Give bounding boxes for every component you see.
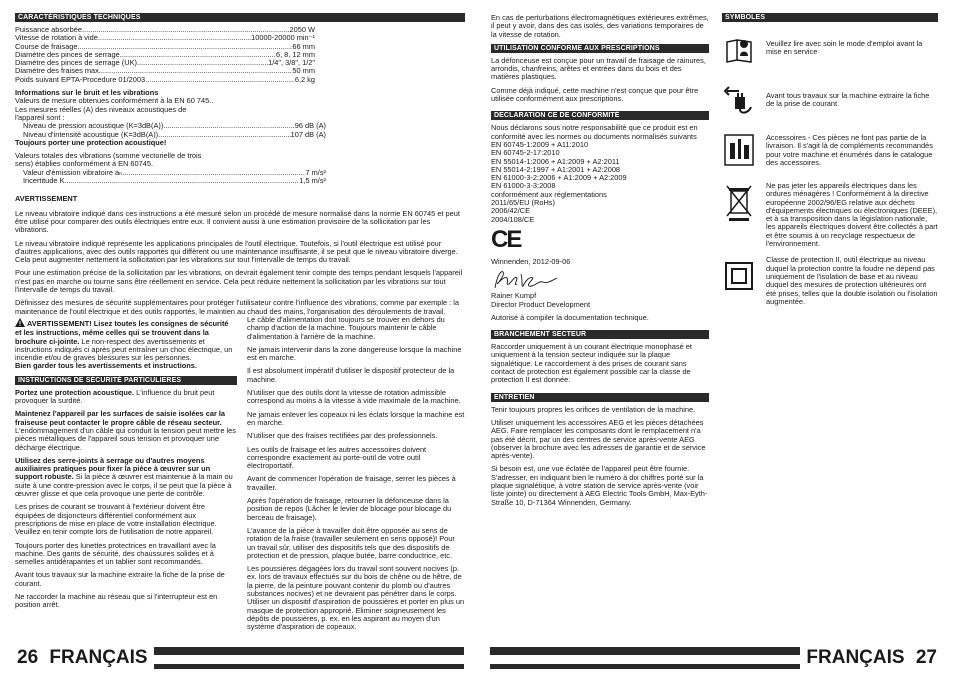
right-page-col-2: [722, 13, 938, 316]
left-page-col-2: [247, 316, 465, 637]
authorized-text: Autorisé à compiler la documentation technique.: [491, 312, 649, 322]
spec-row: Diamètre des pinces de serrage (UK) ..... 1/4", 3/8", 1/2": [15, 59, 315, 67]
declaration-line: conformément aux réglementations: [491, 189, 607, 199]
avert-paragraph: Pour une estimation précise de la sollicitation par les vibrations, on devrait également tenir compte des temps pendant lesquels l'appareil n'est pas en marche ou tourne sans être réellement en service. Cela peut réduire nettement la sollicitation par les vibrations sur tout l'intervalle de temps du travail.: [15, 268, 463, 295]
safety-item: L'avance de la pièce à travailler doit être opposée au sens de rotation de la fraise (travailler seulement en sens opposé)! Pour un travail sûr, utiliser des dispositifs tels que des dispositifs de protection et de pression, plaque butée, barre conductrice, etc.: [247, 525, 455, 560]
declaration-line: EN 61000-3-2:2006 + A1:2009 + A2:2009: [491, 173, 627, 183]
safety-item: Avant de commencer l'opération de fraisage, serrer les pièces à travailler.: [247, 474, 456, 492]
spec-row: Diamètre des fraises max. ..... 50 mm: [15, 67, 315, 75]
emc-text: En cas de perturbations électromagnétiques extérieures extrêmes, il peut y avoir, dans des cas isolés, des variations temporaires de la vitesse de rotation.: [491, 13, 709, 39]
noise-title: Informations sur le bruit et les vibrations: [15, 88, 159, 98]
spec-row: Course de fraisage ..... 66 mm: [15, 43, 315, 51]
symbol-entry: [722, 180, 938, 248]
declaration-line: 2011/65/EU (RoHs): [491, 198, 555, 208]
symbol-entry: [722, 130, 938, 170]
usage-paragraph: La défonceuse est conçue pour un travail de fraisage de rainures, arrondis, chanfreins, arêtes et entrées dans du bois et des matières plastiques.: [491, 55, 706, 82]
symbols-header: SYMBOLES: [722, 13, 938, 22]
noise-line: Les mesures réelles (A) des niveaux acoustiques de: [15, 104, 187, 114]
symbol-entry: [722, 80, 938, 120]
vib-line: sens) établies conformément à EN 60745.: [15, 159, 154, 169]
left-page-col-1: [15, 318, 237, 615]
maintenance-paragraph: Utiliser uniquement les accessoires AEG et les pièces détachées AEG. Faire remplacer les composants dont le remplacement n'a pas été décrit, par un des centres de service après-vente AEG (observer la brochure avec les adresses de garantie et de service après-vente).: [491, 417, 706, 461]
specs-list: [15, 26, 315, 84]
safety-item: Avant tous travaux sur la machine extraire la fiche de la prise de courant.: [15, 570, 225, 588]
signature: [491, 266, 709, 292]
right-page-footer: [490, 647, 937, 669]
safety-item: Ne raccorder la machine au réseau que si l'interrupteur est en position arrêt.: [15, 592, 218, 610]
noise-line: l'appareil sont :: [15, 112, 65, 122]
usage-paragraph: Comme déjà indiqué, cette machine n'est conçue que pour être utilisée conformément aux prescriptions.: [491, 85, 699, 104]
declaration-header: DECLARATION CE DE CONFORMITÉ: [491, 111, 709, 120]
safety-header: INSTRUCTIONS DE SÉCURITÉ PARTICULIERES: [15, 376, 237, 385]
page-label-left: [17, 647, 154, 669]
safety-item: Les poussières dégagées lors du travail sont souvent nocives (p. ex. lors de travaux effectués sur du bois de chêne ou de hêtre, de la pierre, de la peinture pouvant contenir du plomb ou d'autres substances nocives) et ne devraient pas pénétrer dans le corps. Utiliser un dispositif d'aspiration de poussières et porter en plus un masque de protection approprié. Eliminer soigneusement les dépôts de poussières, p. ex. en les aspirant au moyen d'un système d'aspiration de copeaux.: [247, 564, 465, 632]
symbol-entry: [722, 256, 938, 306]
signer-name: Rainer Kumpf: [491, 291, 537, 301]
symbol-entry: [722, 30, 938, 70]
page-language: FRANÇAIS: [806, 647, 905, 668]
declaration-line: EN 61000-3-3:2008: [491, 181, 556, 191]
declaration-line: EN 55014-1:2006 + A1:2009 + A2:2011: [491, 156, 620, 166]
noise-row: Niveau d'intensité acoustique (K=3dB(A)) ..... 107 dB (A): [15, 131, 326, 139]
safety-item: Ne jamais enlever les copeaux ni les éclats lorsque la machine est en marche.: [247, 409, 465, 427]
declaration-line: 2004/108/CE: [491, 214, 535, 224]
declaration-line: EN 55014-2:1997 + A1:2001 + A2:2008: [491, 164, 621, 174]
safety-item: Ne jamais intervenir dans la zone dangereuse lorsque la machine est en marche.: [247, 344, 462, 363]
accessories-icon: [722, 130, 756, 170]
mains-header: BRANCHEMENT SECTEUR: [491, 330, 709, 339]
noise-line: Valeurs de mesure obtenues conformément à la EN 60 745..: [15, 96, 214, 106]
safety-item: Les prises de courant se trouvant à l'extérieur doivent être équipées de disjoncteurs différentiel conformément aux prescriptions de mise en place de votre installation électrique. Veuillez en tenir compte lors de l'utilisation de notre appareil.: [15, 502, 217, 537]
safety-item: Maintenez l'appareil par les surfaces de saisie isolées car la fraiseuse peut contacter le propre câble de réseau secteur. L'endommagement d'un câble qui conduit la tension peut mettre les pièces métalliques de l'appareil sous tension et provoquer une décharge électrique.: [15, 409, 236, 452]
class-ii-icon: [722, 256, 756, 296]
spec-row: Vitesse de rotation à vide ..... 10000-20000 min⁻¹: [15, 34, 315, 42]
avert-paragraph: Définissez des mesures de sécurité supplémentaires pour protéger l'utilisateur contre l'influence des vibrations, comme par exemple : la maintenance de l'outil électrique et des outils rapportés, le maintien au chaud des mains, l'organisation des déroulements de travail.: [15, 298, 460, 316]
maintenance-paragraph: Si besoin est, une vue éclatée de l'appareil peut être fournie. S'adresser, en indiquant bien le numéro à dix chiffres porté sur la plaque signalétique, à votre station de service après-vente (voir liste jointe) ou directement à AEG Electric Tools GmbH, Max-Eyth-Straße 10, D-71364 Winnenden, Germany.: [491, 464, 708, 507]
usage-header: UTILISATION CONFORME AUX PRESCRIPTIONS: [491, 44, 709, 53]
read-manual-icon: [722, 30, 756, 70]
declaration-list: [491, 141, 709, 224]
ce-mark-icon: CE: [491, 225, 521, 253]
symbol-text: Ne pas jeter les appareils électriques dans les ordures ménagères ! Conformément à la directive européenne 2002/96/EG relative aux déchets d'équipements électriques ou électroniques (DEEE), et à sa transposition dans la législation nationale, les appareils électriques doivent être collectés à part et être soumis à un recyclage respectueux de l'environnement.: [766, 181, 938, 249]
tech-specs-header: CARACTÉRISTIQUES TECHNIQUES: [15, 13, 465, 22]
page-language: FRANÇAIS: [49, 647, 148, 668]
noise-warning: Toujours porter une protection acoustique!: [15, 137, 167, 147]
mains-text: Raccorder uniquement à un courant électrique monophasé et uniquement à la tension secteur indiquée sur la plaque signalétique. Le raccordement à des prises de courant sans contact de protection est également possible car la classe de protection II est donnée.: [491, 342, 692, 385]
safety-item: Le câble d'alimentation doit toujours se trouver en dehors du champ d'action de la machine. Toujours maintenir le câble d'alimentation à l'arrière de la machine.: [247, 315, 445, 341]
symbol-text: Classe de protection II, outil électrique au niveau duquel la protection contre la foudre ne dépend pas uniquement de l'isolation de base et au niveau duquel des mesures de protection ultérieures ont été prises, telles que la double isolation ou l'isolation augmentée.: [766, 255, 938, 306]
right-page-col-1: [491, 14, 709, 512]
symbol-text: Veuillez lire avec soin le mode d'emploi avant la mise en service: [766, 39, 923, 57]
unplug-icon: [722, 80, 756, 120]
signer-title: Director Product Development: [491, 299, 590, 309]
vib-line: Valeurs totales des vibrations (somme vectorielle de trois: [15, 151, 202, 161]
safety-item: Les outils de fraisage et les autres accessoires doivent correspondre exactement au porte-outil de votre outil électroportatif.: [247, 444, 427, 471]
symbol-text: Accessoires - Ces pièces ne font pas partie de la livraison. Il s'agit là de compléments recommandés pour votre machine et énumérés dans le catalogue des accessoires.: [766, 133, 933, 167]
declaration-line: EN 60745-2-17:2010: [491, 148, 560, 158]
safety-item: Toujours porter des lunettes protectrices en travaillant avec la machine. Des gants de sécurité, des chaussures solides et à semelles antidérapantes et un tablier sont recommandés.: [15, 540, 216, 567]
place-date: Winnenden, 2012-09-06: [491, 256, 571, 266]
avert-paragraph: Le niveau vibratoire indiqué dans ces instructions a été mesuré selon un procédé de mesure normalisé dans la norme EN 60745 et peut être utilisé pour comparer des outils électriques entre eux. Il convient aussi à une estimation provisoire de la sollicitation par les vibrations.: [15, 208, 460, 235]
spec-row: Poids suivant EPTA-Procedure 01/2003 ..... 6,2 kg: [15, 76, 315, 84]
avert-title: AVERTISSEMENT: [15, 194, 78, 204]
page-number: 27: [915, 647, 937, 668]
vib-row: Valeur d'émission vibratoire aₕ ..... 7 m/s²: [15, 169, 326, 177]
page-number: 26: [17, 647, 39, 668]
left-page-top: [15, 13, 465, 321]
left-page-footer: [17, 647, 464, 669]
safety-item: N'utiliser que des outils dont la vitesse de rotation admissible correspond au moins à la vitesse à vide maximale de la machine.: [247, 388, 461, 406]
declaration-intro: Nous déclarons sous notre responsabilité que ce produit est en conformité avec les normes ou documents normalisés suivants: [491, 123, 698, 141]
safety-item: Utilisez des serre-joints à serrage ou d'autres moyens auxiliaires pratiques pour fixer la pièce à œuvrer sur un support robuste. Si la pièce à œuvrer est maintenue à la main ou suite à une contre-pression avec le corps, il se peut que la pièce à œuvrer glisse et que cela provoque une perte de contrôle.: [15, 455, 233, 499]
page-label-right: [800, 647, 937, 669]
safety-item: N'utiliser que des fraises rectifiées par des professionnels.: [247, 431, 438, 441]
spec-row: Puissance absorbée ..... 2050 W: [15, 26, 315, 34]
safety-item: Après l'opération de fraisage, retourner la défonceuse dans la position de repos (Lâcher le levier de blocage pour blocage du berceau de fraisage).: [247, 496, 452, 522]
maintenance-paragraph: Tenir toujours propres les orifices de ventilation de la machine.: [491, 404, 696, 414]
weee-bin-icon: [722, 180, 756, 224]
safety-item: Il est absolument impératif d'utiliser le dispositif protecteur de la machine.: [247, 366, 455, 384]
noise-row: Niveau de pression acoustique (K=3dB(A)) ..... 96 dB (A): [15, 122, 326, 130]
spec-row: Diamètre des pinces de serrage ..... 6, 8, 12 mm: [15, 51, 315, 59]
general-warning: AVERTISSEMENT! Lisez toutes les consignes de sécurité et les instructions, même celles qui se trouvent dans la brochure ci-jointe. Le non-respect des avertissements et instructions indiqués ci après peut entraîner un choc électrique, un incendie et/ou de graves blessures sur les personnes. Bien garder tous les avertissements et instructions.: [15, 319, 233, 371]
avert-paragraph: Le niveau vibratoire indiqué représente les applications principales de l'outil électrique. Toutefois, si l'outil électrique est utilisé pour d'autres applications, avec des outils rapportés qui diffèrent ou une maintenance insuffisante, il se peut que le niveau vibratoire diverge. Cela peut augmenter nettement la sollicitation par les vibrations sur tout l'intervalle de temps du travail.: [15, 238, 458, 265]
declaration-line: 2006/42/CE: [491, 206, 531, 216]
symbol-text: Avant tous travaux sur la machine extraire la fiche de la prise de courant.: [766, 91, 930, 109]
safety-item: Portez une protection acoustique. L'influence du bruit peut provoquer la surdité.: [15, 387, 215, 406]
vib-row: Incertitude K ..... 1,5 m/s²: [15, 177, 326, 185]
maintenance-header: ENTRETIEN: [491, 393, 709, 402]
declaration-line: EN 60745-1:2009 + A11:2010: [491, 139, 589, 149]
